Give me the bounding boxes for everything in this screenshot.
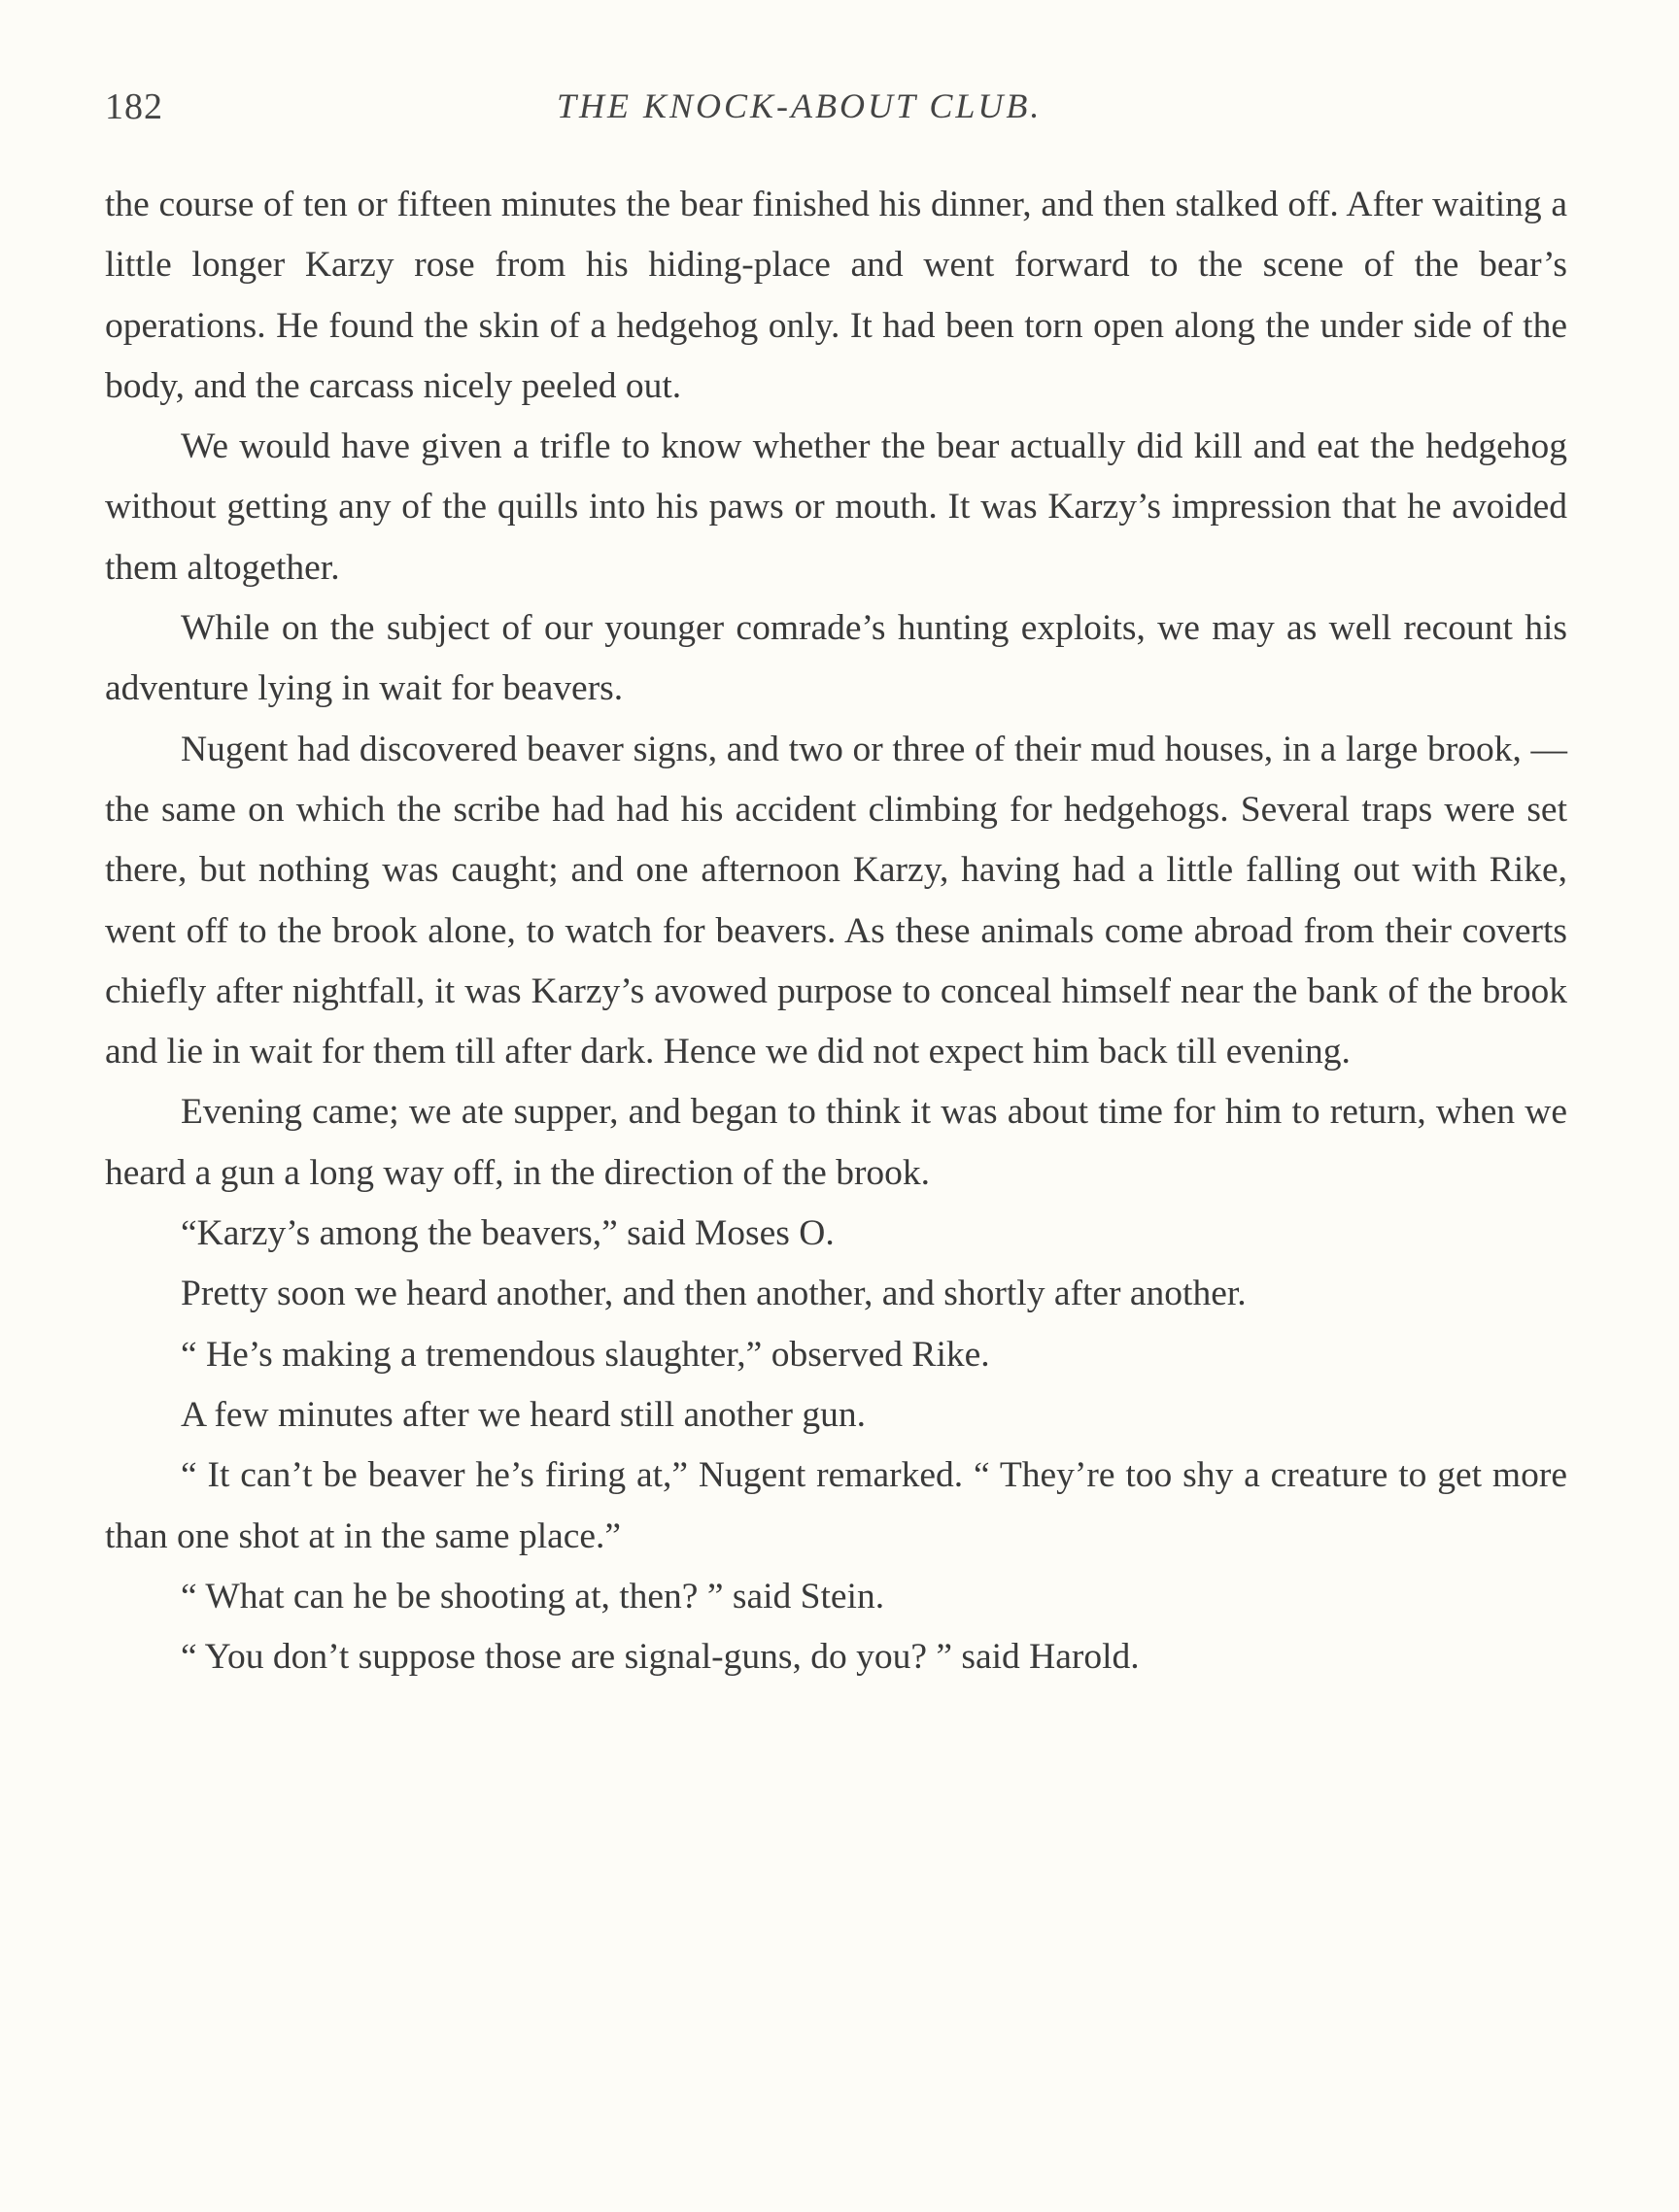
paragraph: “ It can’t be beaver he’s firing at,” Nugent remarked. “ They’re too shy a creature to get more than one shot at in the same place.”	[105, 1455, 1567, 1556]
paragraph: While on the subject of our younger comrade’s hunting exploits, we may as well recount his adventure lying in wait for beavers.	[105, 608, 1567, 709]
paragraph: Pretty soon we heard another, and then another, and shortly after another.	[181, 1274, 1247, 1314]
paragraph: “ What can he be shooting at, then? ” said Stein.	[181, 1576, 885, 1616]
body-text	[105, 175, 1567, 1687]
running-title: THE KNOCK-ABOUT CLUB.	[557, 86, 1043, 125]
paragraph: We would have given a trifle to know whether the bear actually did kill and eat the hedgehog without getting any of the quills into his paws or mouth. It was Karzy’s impression that he avoided them altogether.	[105, 426, 1567, 588]
paragraph: Nugent had discovered beaver signs, and two or three of their mud houses, in a large brook, — the same on which the scribe had had his accident climbing for hedgehogs. Several traps were set there, but nothing was caught; and one afternoon Karzy, having had a little falling out with Rike, went off to the brook alone, to watch for beavers. As these animals come abroad from their coverts chiefly after nightfall, it was Karzy’s avowed purpose to conceal himself near the bank of the brook and lie in wait for them till after dark. Hence we did not expect him back till evening.	[105, 729, 1567, 1072]
paragraph: A few minutes after we heard still another gun.	[181, 1394, 866, 1435]
paragraph: “ He’s making a tremendous slaughter,” observed Rike.	[181, 1334, 990, 1375]
running-head	[105, 85, 1562, 134]
page-number: 182	[105, 86, 163, 127]
paragraph: the course of ten or fifteen minutes the bear finished his dinner, and then stalked off. After waiting a little longer Karzy rose from his hiding-place and went forward to the scene of the bear’s operations. He found the skin of a hedgehog only. It had been torn open along the under side of the body, and the carcass nicely peeled out.	[105, 185, 1567, 406]
paragraph: Evening came; we ate supper, and began to think it was about time for him to return, when we heard a gun a long way off, in the direction of the brook.	[105, 1092, 1567, 1193]
paragraph: “ You don’t suppose those are signal-guns, do you? ” said Harold.	[181, 1637, 1140, 1678]
paragraph: “Karzy’s among the beavers,” said Moses O.	[181, 1213, 835, 1254]
